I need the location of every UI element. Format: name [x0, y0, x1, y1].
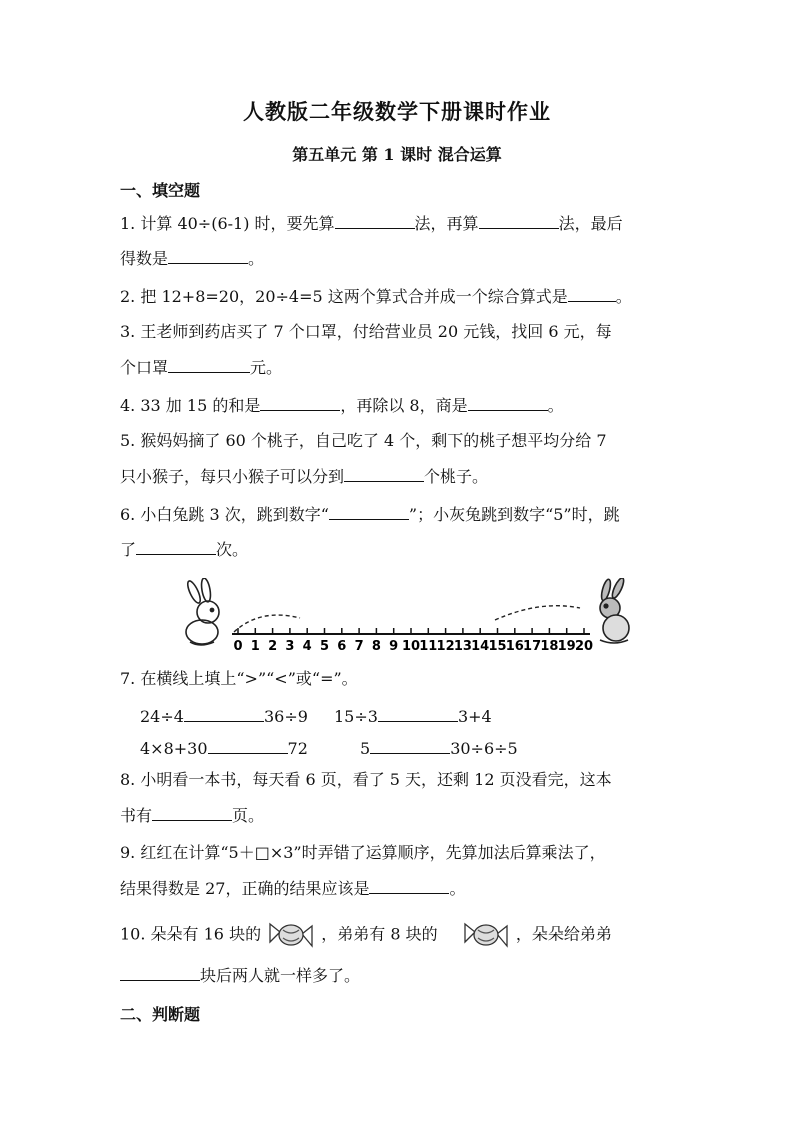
- number-line-label: 13: [453, 639, 472, 654]
- question-9-line-1: 9. 红红在计算“5＋□×3”时弄错了运算顺序，先算加法后算乘法了，: [120, 843, 606, 862]
- answer-blank[interactable]: [120, 964, 200, 981]
- question-7-prompt: 7. 在横线上填上“>”“<”或“=”。: [120, 669, 358, 688]
- grey-rabbit-icon: [600, 578, 629, 643]
- question-6-line-1: 6. 小白兔跳 3 次，跳到数字“ ”；小灰兔跳到数字“5”时，跳: [120, 505, 620, 524]
- number-line-label: 20: [574, 639, 594, 654]
- answer-blank[interactable]: [329, 503, 409, 520]
- question-5-line-1: 5. 猴妈妈摘了 60 个桃子，自己吃了 4 个，剩下的桃子想平均分给 7: [120, 431, 607, 450]
- number-line-labels: [233, 639, 593, 654]
- section-heading-true-false: 二、判断题: [120, 1005, 201, 1024]
- question-7-row-1: 24÷4 36÷9: [140, 707, 308, 726]
- question-5-line-2: 只小猴子，每只小猴子可以分到 个桃子。: [120, 467, 489, 486]
- question-8-line-2: 书有 页。: [120, 806, 265, 825]
- candy-icon: [266, 918, 316, 952]
- section-heading-fill-in: 一、填空题: [120, 181, 201, 200]
- question-9-line-2: 结果得数是 27，正确的结果应该是 。: [120, 879, 466, 898]
- answer-blank[interactable]: [370, 737, 450, 754]
- number-line-ticks: [238, 628, 584, 634]
- question-1-line-2: 得数是 。: [120, 249, 265, 268]
- number-line-label: 4: [302, 639, 312, 654]
- number-line-label: 17: [523, 639, 542, 654]
- answer-blank[interactable]: [260, 394, 340, 411]
- answer-blank[interactable]: [335, 212, 415, 229]
- answer-blank[interactable]: [208, 737, 288, 754]
- number-line-label: 11: [419, 639, 438, 654]
- page-subtitle: 第五单元 第 1 课时 混合运算: [292, 145, 502, 164]
- number-line-label: 7: [354, 639, 364, 654]
- answer-blank[interactable]: [344, 465, 424, 482]
- number-line-label: 3: [285, 639, 295, 654]
- question-1-line-1: 1. 计算 40÷(6-1) 时，要先算 法，再算 法，最后: [120, 214, 623, 233]
- answer-blank[interactable]: [568, 285, 616, 302]
- number-line-label: 10: [401, 639, 421, 654]
- number-line-label: 6: [337, 639, 347, 654]
- grey-rabbit-hop-arc: [495, 606, 580, 620]
- white-rabbit-icon: [185, 578, 219, 645]
- answer-blank[interactable]: [184, 705, 264, 722]
- number-line-label: 18: [540, 639, 559, 654]
- answer-blank[interactable]: [378, 705, 458, 722]
- answer-blank[interactable]: [468, 394, 548, 411]
- question-4: 4. 33 加 15 的和是 ，再除以 8，商是 。: [120, 396, 564, 415]
- question-3-line-2: 个口罩 元。: [120, 358, 283, 377]
- question-2: 2. 把 12+8=20，20÷4=5 这两个算式合并成一个综合算式是 。: [120, 287, 632, 306]
- number-line-label: 15: [488, 639, 507, 654]
- answer-blank[interactable]: [369, 877, 449, 894]
- number-line-label: 0: [233, 639, 243, 654]
- answer-blank[interactable]: [136, 538, 216, 555]
- number-line-label: 8: [371, 639, 381, 654]
- question-10-line-2: 块后两人就一样多了。: [120, 964, 360, 987]
- question-10-line-1: 10. 朵朵有 16 块的 ，弟弟有 8 块的 ，朵朵给弟弟: [120, 918, 612, 952]
- number-line-label: 12: [436, 639, 455, 654]
- number-line-label: 19: [557, 639, 576, 654]
- number-line-label: 14: [471, 639, 490, 654]
- candy-icon: [461, 918, 511, 952]
- question-6-line-2: 了 次。: [120, 540, 249, 559]
- number-line-label: 5: [319, 639, 330, 654]
- number-line-label: 9: [389, 639, 399, 654]
- question-7-row-1-right: 15÷3 3+4: [334, 707, 492, 726]
- page-title: 人教版二年级数学下册课时作业: [243, 99, 551, 124]
- answer-blank[interactable]: [152, 804, 232, 821]
- number-line-label: 2: [268, 639, 278, 654]
- question-7-row-2: 4×8+30 72: [140, 739, 308, 758]
- number-line-illustration: [180, 578, 680, 658]
- number-line-label: 1: [250, 639, 260, 654]
- question-3-line-1: 3. 王老师到药店买了 7 个口罩，付给营业员 20 元钱，找回 6 元，每: [120, 322, 612, 341]
- question-7-row-2-right: 5 30÷6÷5: [360, 739, 518, 758]
- question-8-line-1: 8. 小明看一本书，每天看 6 页，看了 5 天，还剩 12 页没看完，这本: [120, 770, 612, 789]
- answer-blank[interactable]: [479, 212, 559, 229]
- number-line-label: 16: [505, 639, 524, 654]
- answer-blank[interactable]: [168, 247, 248, 264]
- answer-blank[interactable]: [168, 356, 250, 373]
